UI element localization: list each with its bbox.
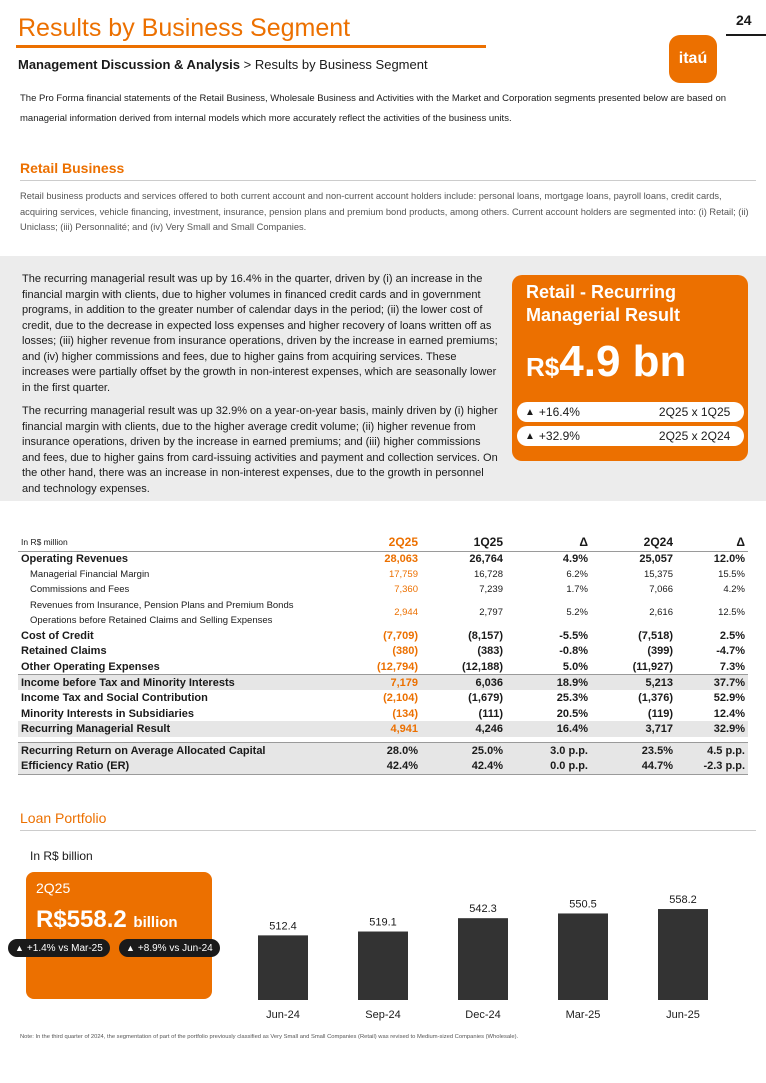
column-header: 2Q25 <box>336 534 421 551</box>
row-label: Cost of Credit <box>21 629 94 642</box>
bar-value-label: 512.4 <box>269 920 297 933</box>
comparison-period: 2Q25 x 1Q25 <box>658 405 731 419</box>
cell-delta-qoq: 5.2% <box>566 607 588 619</box>
bar-value-label: 550.5 <box>569 898 597 911</box>
row-label: Operating Revenues <box>21 553 128 566</box>
footnote: Note: In the third quarter of 2024, the segmentation of part of the portfolio previously classified as Very Small and Small Companies (Retail) was revised to Medium-sized Companies (Wholesale). <box>20 1034 519 1040</box>
column-header: Δ <box>506 534 591 551</box>
row-label: Other Operating Expenses <box>21 660 160 673</box>
cell-2q24: 2,616 <box>649 607 673 619</box>
table-row-other-operating-expenses <box>18 659 748 675</box>
row-label-line1: Revenues from Insurance, Pension Plans and Premium Bonds <box>30 599 294 611</box>
cell-delta-yoy: 37.7% <box>676 675 748 691</box>
cell-delta-qoq: 5.0% <box>562 660 588 673</box>
retail-heading-rule <box>20 180 756 181</box>
row-label: Recurring Managerial Result <box>18 721 336 737</box>
cell-2q24: 15,375 <box>643 568 673 580</box>
comparison-pill-yoy <box>517 426 744 446</box>
loan-portfolio-card <box>26 872 212 999</box>
cell-2q25: 4,941 <box>336 721 421 737</box>
row-label: Income before Tax and Minority Interests <box>18 675 336 691</box>
cell-2q25: 28.0% <box>336 743 421 759</box>
cell-delta-qoq: 16.4% <box>506 721 591 737</box>
retail-results-table <box>18 534 748 775</box>
cell-2q24: 5,213 <box>591 675 676 691</box>
cell-2q24: (11,927) <box>632 660 673 673</box>
loan-portfolio-heading: Loan Portfolio <box>20 810 107 826</box>
cell-2q25: (12,794) <box>377 660 418 673</box>
cell-delta-yoy: 32.9% <box>676 721 748 737</box>
cell-2q25: (2,104) <box>383 691 418 704</box>
loan-pill-qoq <box>8 939 110 957</box>
cell-delta-yoy: -2.3 p.p. <box>676 759 748 775</box>
loan-heading-rule <box>20 830 756 831</box>
cell-delta-yoy: 12.4% <box>713 707 745 720</box>
cell-delta-qoq: 4.9% <box>562 553 588 566</box>
cell-2q25: 7,179 <box>336 675 421 691</box>
cell-1q25: 6,036 <box>421 675 506 691</box>
row-label: Retained Claims <box>21 645 107 658</box>
table-row-income-tax <box>18 690 748 706</box>
cell-1q25: 42.4% <box>421 759 506 775</box>
cell-2q24: (7,518) <box>638 629 673 642</box>
x-tick-label: Jun-24 <box>266 1009 300 1021</box>
comparison-pct: +16.4% <box>538 405 580 419</box>
row-label: Efficiency Ratio (ER) <box>18 759 336 775</box>
cell-1q25: (8,157) <box>468 629 503 642</box>
cell-1q25: (1,679) <box>468 691 503 704</box>
bar-value-label: 558.2 <box>669 894 697 907</box>
chevron-up-icon: ▲ <box>126 943 135 953</box>
cell-1q25: 16,728 <box>473 568 503 580</box>
cell-2q24: (399) <box>647 645 673 658</box>
column-header: Δ <box>676 534 748 551</box>
recurring-result-card <box>512 275 748 461</box>
bar-sep-24 <box>358 932 408 1000</box>
cell-2q25: 42.4% <box>336 759 421 775</box>
cell-2q25: 17,759 <box>388 568 418 580</box>
breadcrumb-separator: > <box>243 57 252 72</box>
cell-2q25: 7,360 <box>394 584 418 596</box>
page-number: 24 <box>736 12 752 28</box>
cell-delta-qoq: 25.3% <box>556 691 588 704</box>
loan-portfolio-chart <box>230 880 730 1025</box>
row-label: Managerial Financial Margin <box>30 568 150 580</box>
cell-1q25: 2,797 <box>479 607 503 619</box>
table-row-commissions <box>18 582 748 598</box>
intro-paragraph: The Pro Forma financial statements of the Retail Business, Wholesale Business and Activities with the Market and Corporation segments presented below are based on managerial information derived from internal models which more accurately reflect the activities of the business units. <box>20 93 727 124</box>
cell-delta-qoq: -0.8% <box>559 645 588 658</box>
chevron-up-icon: ▲ <box>15 943 24 953</box>
cell-2q24: 23.5% <box>591 743 676 759</box>
cell-2q25: 2,944 <box>394 607 418 619</box>
cell-1q25: 26,764 <box>469 553 503 566</box>
cell-delta-qoq: 1.7% <box>566 584 588 596</box>
column-header: 1Q25 <box>421 534 506 551</box>
loan-card-unit: billion <box>133 914 178 931</box>
cell-delta-qoq: 3.0 p.p. <box>506 743 591 759</box>
loan-pill-text: +1.4% vs Mar-25 <box>26 942 103 954</box>
loan-pill-text: +8.9% vs Jun-24 <box>137 942 213 954</box>
row-label: Minority Interests in Subsidiaries <box>21 707 194 720</box>
cell-delta-yoy: 4.5 p.p. <box>676 743 748 759</box>
retail-description: Retail business products and services offered to both current account and non-current account holders include: personal loans, mortgage loans, payroll loans, credit cards, acquiring services, vehicle financing, investment, insurance, pension plans and premium bond products, among others. Current account holders are segmented into: (i) Retail; (ii) Uniclass; (iii) Personnalité; and (iv) Very Small and Small Companies. <box>20 191 749 232</box>
x-tick-label: Sep-24 <box>365 1009 401 1021</box>
cell-delta-yoy: 4.2% <box>723 584 745 596</box>
card-amount: 4.9 bn <box>559 337 687 386</box>
row-label: Recurring Return on Average Allocated Capital <box>18 743 336 759</box>
card-value <box>526 337 686 387</box>
cell-delta-yoy: 7.3% <box>719 660 745 673</box>
table-header-row <box>18 534 748 551</box>
title-underline <box>16 45 486 48</box>
cell-2q24: 25,057 <box>639 553 673 566</box>
breadcrumb-current: Results by Business Segment <box>254 57 428 72</box>
comparison-pill-qoq <box>517 402 744 422</box>
cell-2q24: (1,376) <box>638 691 673 704</box>
retail-commentary <box>22 272 500 497</box>
bar-jun-25 <box>658 909 708 1000</box>
comparison-pct: +32.9% <box>538 429 580 443</box>
bar-value-label: 519.1 <box>369 916 397 929</box>
cell-delta-yoy: 15.5% <box>718 568 745 580</box>
cell-delta-qoq: 6.2% <box>566 568 588 580</box>
cell-1q25: (12,188) <box>462 660 503 673</box>
commentary-quarter: The recurring managerial result was up by 16.4% in the quarter, driven by (i) an increase in the financial margin with clients, due to higher volumes in financed credit cards and in government programs, in addition to the greater number of calendar days in the period; (ii) the lower cost of credit, due to the decrease in expected loss expenses and higher recovery of loans written off as losses; (iii) higher revenue from insurance operations, driven by the increase in earned premiums; and (iv) higher commissions and fees, due to higher gains from acquiring services. These increases were partially offset by the growth in non-interest expenses, which are seasonally lower in the first quarter. <box>22 273 498 394</box>
x-tick-label: Mar-25 <box>565 1009 601 1021</box>
x-tick-label: Jun-25 <box>666 1009 700 1021</box>
table-row-minority-interests <box>18 706 748 722</box>
cell-delta-yoy: 2.5% <box>719 629 745 642</box>
cell-delta-yoy: 12.5% <box>718 607 745 619</box>
cell-2q24: 3,717 <box>591 721 676 737</box>
cell-2q25: (7,709) <box>383 629 418 642</box>
cell-2q25: (134) <box>392 707 418 720</box>
bar-mar-25 <box>558 913 608 1000</box>
card-title: Retail - Recurring Managerial Result <box>526 282 681 325</box>
table-row-efficiency-ratio <box>18 759 748 775</box>
cell-1q25: (111) <box>478 707 503 720</box>
comparison-period: 2Q25 x 2Q24 <box>658 429 731 443</box>
table-row-income-before-tax <box>18 675 748 691</box>
cell-delta-qoq: 0.0 p.p. <box>506 759 591 775</box>
bar-jun-24 <box>258 935 308 1000</box>
cell-delta-qoq: 18.9% <box>506 675 591 691</box>
page-title: Results by Business Segment <box>18 14 351 42</box>
loan-pill-yoy <box>119 939 220 957</box>
chevron-up-icon: ▲ <box>525 406 535 418</box>
cell-2q25: (380) <box>392 645 418 658</box>
cell-1q25: 25.0% <box>421 743 506 759</box>
cell-2q24: 7,066 <box>649 584 673 596</box>
loan-card-value <box>36 906 178 934</box>
commentary-year: The recurring managerial result was up 32.9% on a year-on-year basis, mainly driven by (i) higher financial margin with clients, due to the higher average credit volume; (ii) higher revenue from insurance operations, driven by the increase in earned premiums; and (iii) higher commissions and fees, due to higher gains from card-issuing activities and payment and collection services. On the other hand, there was an increase in non-interest expenses, due to the growth in personnel and technology expenses. <box>22 405 498 495</box>
cell-delta-qoq: 20.5% <box>556 707 588 720</box>
page-number-underline <box>726 34 766 36</box>
itau-logo: itaú <box>669 35 717 83</box>
table-row-insurance-revenues <box>18 598 748 628</box>
loan-card-period: 2Q25 <box>36 880 71 896</box>
table-row-cost-of-credit <box>18 628 748 644</box>
cell-delta-yoy: 12.0% <box>713 553 745 566</box>
table-row-return-on-capital <box>18 743 748 759</box>
cell-2q24: 44.7% <box>591 759 676 775</box>
table-unit-label: In R$ million <box>18 534 336 551</box>
loan-unit-label: In R$ billion <box>30 849 93 863</box>
table-row-financial-margin <box>18 567 748 583</box>
breadcrumb <box>18 57 428 72</box>
column-header: 2Q24 <box>591 534 676 551</box>
cell-delta-yoy: 52.9% <box>713 691 745 704</box>
cell-delta-yoy: -4.7% <box>716 645 745 658</box>
cell-1q25: 4,246 <box>421 721 506 737</box>
cell-1q25: 7,239 <box>479 584 503 596</box>
cell-2q24: (119) <box>647 707 673 720</box>
table-row-retained-claims <box>18 643 748 659</box>
retail-business-heading: Retail Business <box>20 160 125 176</box>
card-currency: R$ <box>526 352 560 382</box>
bar-dec-24 <box>458 918 508 1000</box>
row-label: Income Tax and Social Contribution <box>21 691 208 704</box>
loan-card-amount: R$558.2 <box>36 906 127 933</box>
row-label: Commissions and Fees <box>30 584 130 596</box>
breadcrumb-main[interactable]: Management Discussion & Analysis <box>18 57 241 72</box>
row-label-line2: Operations before Retained Claims and Selling Expenses <box>30 614 273 626</box>
x-tick-label: Dec-24 <box>465 1009 501 1021</box>
table-row-recurring-result <box>18 721 748 737</box>
cell-1q25: (383) <box>477 645 503 658</box>
bar-value-label: 542.3 <box>469 903 497 916</box>
chevron-up-icon: ▲ <box>525 430 535 442</box>
table-row-operating-revenues <box>18 551 748 567</box>
cell-delta-qoq: -5.5% <box>559 629 588 642</box>
row-label <box>18 598 336 628</box>
cell-2q25: 28,063 <box>384 553 418 566</box>
